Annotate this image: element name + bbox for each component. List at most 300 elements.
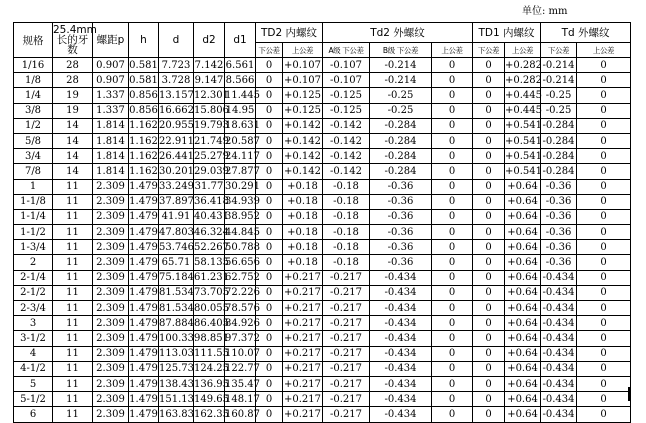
table-cell[interactable]: 11	[53, 240, 93, 255]
table-cell[interactable]: 0	[577, 179, 631, 194]
table-cell[interactable]: -0.434	[370, 392, 432, 407]
table-cell[interactable]: 7/8	[14, 164, 53, 179]
table-cell[interactable]: 2.309	[93, 331, 129, 346]
table-cell[interactable]: 0.856	[129, 103, 159, 118]
table-cell[interactable]: 27.877	[225, 164, 256, 179]
table-cell[interactable]: +0.217	[283, 407, 323, 422]
table-cell[interactable]: 11	[53, 361, 93, 376]
table-cell[interactable]: 11	[53, 376, 93, 391]
table-cell[interactable]: 0.907	[93, 73, 129, 88]
table-cell[interactable]: 0	[473, 255, 505, 270]
table-cell[interactable]: 2	[14, 255, 53, 270]
table-cell[interactable]: -0.214	[370, 58, 432, 73]
table-cell[interactable]: 0	[473, 270, 505, 285]
table-cell[interactable]: 84.926	[225, 316, 256, 331]
table-cell[interactable]: 0	[432, 316, 473, 331]
table-cell[interactable]: +0.541	[505, 164, 541, 179]
table-cell[interactable]: 11	[53, 179, 93, 194]
table-cell[interactable]: -0.36	[541, 255, 577, 270]
table-cell[interactable]: +0.18	[283, 209, 323, 224]
table-cell[interactable]: 11	[53, 285, 93, 300]
table-cell[interactable]: -0.217	[323, 285, 370, 300]
table-cell[interactable]: 5/8	[14, 133, 53, 148]
table-cell[interactable]: +0.445	[505, 88, 541, 103]
table-cell[interactable]: -0.217	[323, 407, 370, 422]
table-cell[interactable]: -0.36	[541, 225, 577, 240]
table-cell[interactable]: -0.217	[323, 346, 370, 361]
table-cell[interactable]: 50.788	[225, 240, 256, 255]
table-cell[interactable]: 14	[53, 133, 93, 148]
table-cell[interactable]: 3	[14, 316, 53, 331]
table-cell[interactable]: 11	[53, 331, 93, 346]
table-cell[interactable]: 0	[256, 194, 283, 209]
table-cell[interactable]: 0	[577, 270, 631, 285]
table-cell[interactable]: +0.217	[283, 376, 323, 391]
table-cell[interactable]: 30.201	[159, 164, 194, 179]
table-cell[interactable]: -0.142	[323, 133, 370, 148]
table-cell[interactable]: -0.434	[541, 346, 577, 361]
table-cell[interactable]: 0	[473, 164, 505, 179]
table-cell[interactable]: 5	[14, 376, 53, 391]
table-cell[interactable]: 1.479	[129, 316, 159, 331]
table-cell[interactable]: +0.217	[283, 331, 323, 346]
table-cell[interactable]: 0	[577, 407, 631, 422]
table-cell[interactable]: +0.142	[283, 164, 323, 179]
table-cell[interactable]: 1.479	[129, 301, 159, 316]
table-cell[interactable]: 3/8	[14, 103, 53, 118]
table-cell[interactable]: -0.434	[370, 285, 432, 300]
table-cell[interactable]: +0.217	[283, 361, 323, 376]
table-cell[interactable]: 21.749	[194, 133, 225, 148]
table-cell[interactable]: +0.18	[283, 240, 323, 255]
table-cell[interactable]: 12.301	[194, 88, 225, 103]
table-cell[interactable]: 0	[256, 88, 283, 103]
table-cell[interactable]: +0.64	[505, 270, 541, 285]
table-cell[interactable]: -0.434	[541, 407, 577, 422]
table-cell[interactable]: 1.814	[93, 118, 129, 133]
table-cell[interactable]: 138.43	[159, 376, 194, 391]
table-cell[interactable]: 14	[53, 149, 93, 164]
table-cell[interactable]: 0.581	[129, 73, 159, 88]
table-cell[interactable]: -0.284	[370, 133, 432, 148]
table-cell[interactable]: -0.434	[370, 301, 432, 316]
table-cell[interactable]: +0.64	[505, 392, 541, 407]
table-cell[interactable]: 2.309	[93, 179, 129, 194]
table-cell[interactable]: +0.142	[283, 118, 323, 133]
table-cell[interactable]: 0	[577, 240, 631, 255]
table-cell[interactable]: +0.125	[283, 88, 323, 103]
table-cell[interactable]: -0.36	[370, 209, 432, 224]
table-cell[interactable]: 4-1/2	[14, 361, 53, 376]
table-cell[interactable]: 2.309	[93, 194, 129, 209]
table-cell[interactable]: 1.479	[129, 270, 159, 285]
table-cell[interactable]: -0.125	[323, 88, 370, 103]
table-cell[interactable]: 40.431	[194, 209, 225, 224]
table-cell[interactable]: 2.309	[93, 407, 129, 422]
table-cell[interactable]: -0.434	[370, 361, 432, 376]
table-cell[interactable]: 30.291	[225, 179, 256, 194]
table-cell[interactable]: -0.125	[323, 103, 370, 118]
table-cell[interactable]: -0.434	[370, 407, 432, 422]
table-cell[interactable]: 0	[432, 346, 473, 361]
table-cell[interactable]: 0	[473, 346, 505, 361]
table-cell[interactable]: 0	[577, 346, 631, 361]
table-cell[interactable]: -0.284	[541, 133, 577, 148]
table-cell[interactable]: 9.147	[194, 73, 225, 88]
table-cell[interactable]: 44.845	[225, 225, 256, 240]
table-cell[interactable]: 0	[432, 58, 473, 73]
table-cell[interactable]: 0	[432, 331, 473, 346]
table-cell[interactable]: 34.939	[225, 194, 256, 209]
table-cell[interactable]: 1.479	[129, 361, 159, 376]
table-cell[interactable]: 86.405	[194, 316, 225, 331]
table-cell[interactable]: 1-3/4	[14, 240, 53, 255]
table-cell[interactable]: 1.479	[129, 346, 159, 361]
table-cell[interactable]: 2.309	[93, 255, 129, 270]
table-cell[interactable]: 1.337	[93, 88, 129, 103]
table-cell[interactable]: -0.434	[541, 392, 577, 407]
table-cell[interactable]: 0	[577, 194, 631, 209]
table-cell[interactable]: 0	[432, 361, 473, 376]
table-cell[interactable]: 56.656	[225, 255, 256, 270]
table-cell[interactable]: 11	[53, 225, 93, 240]
table-cell[interactable]: 3.728	[159, 73, 194, 88]
table-cell[interactable]: 19	[53, 88, 93, 103]
table-cell[interactable]: 11	[53, 407, 93, 422]
table-cell[interactable]: 87.884	[159, 316, 194, 331]
table-cell[interactable]: -0.18	[323, 225, 370, 240]
table-cell[interactable]: 0	[432, 376, 473, 391]
table-cell[interactable]: -0.284	[370, 118, 432, 133]
table-cell[interactable]: 14	[53, 118, 93, 133]
table-cell[interactable]: 28	[53, 58, 93, 73]
table-cell[interactable]: 122.77	[225, 361, 256, 376]
table-cell[interactable]: 0	[256, 285, 283, 300]
table-cell[interactable]: 0	[432, 209, 473, 224]
table-cell[interactable]: -0.107	[323, 58, 370, 73]
table-cell[interactable]: 162.35	[194, 407, 225, 422]
table-cell[interactable]: -0.284	[370, 149, 432, 164]
table-cell[interactable]: 2.309	[93, 361, 129, 376]
table-cell[interactable]: -0.434	[541, 331, 577, 346]
table-cell[interactable]: 0	[577, 88, 631, 103]
table-cell[interactable]: 0	[432, 164, 473, 179]
table-cell[interactable]: 113.03	[159, 346, 194, 361]
table-cell[interactable]: 2.309	[93, 301, 129, 316]
table-cell[interactable]: 1.162	[129, 149, 159, 164]
table-cell[interactable]: -0.434	[541, 270, 577, 285]
table-cell[interactable]: 0.907	[93, 58, 129, 73]
table-cell[interactable]: 135.47	[225, 376, 256, 391]
table-cell[interactable]: 1.814	[93, 149, 129, 164]
table-cell[interactable]: +0.107	[283, 73, 323, 88]
table-cell[interactable]: 0	[256, 118, 283, 133]
table-cell[interactable]: +0.217	[283, 270, 323, 285]
table-cell[interactable]: 0	[577, 58, 631, 73]
table-cell[interactable]: 0	[473, 225, 505, 240]
table-cell[interactable]: 4	[14, 346, 53, 361]
table-cell[interactable]: 0	[432, 194, 473, 209]
table-cell[interactable]: 0	[432, 392, 473, 407]
table-cell[interactable]: 0	[473, 407, 505, 422]
table-cell[interactable]: 1.479	[129, 376, 159, 391]
table-cell[interactable]: 0	[256, 270, 283, 285]
table-cell[interactable]: 1.814	[93, 133, 129, 148]
table-cell[interactable]: -0.217	[323, 270, 370, 285]
table-cell[interactable]: 2.309	[93, 270, 129, 285]
table-cell[interactable]: -0.434	[541, 316, 577, 331]
table-cell[interactable]: 7.723	[159, 58, 194, 73]
table-cell[interactable]: -0.434	[370, 331, 432, 346]
table-cell[interactable]: -0.434	[541, 285, 577, 300]
table-cell[interactable]: 33.249	[159, 179, 194, 194]
table-cell[interactable]: -0.284	[541, 164, 577, 179]
table-cell[interactable]: 148.17	[225, 392, 256, 407]
table-cell[interactable]: 2.309	[93, 209, 129, 224]
table-cell[interactable]: 2.309	[93, 346, 129, 361]
table-cell[interactable]: 20.955	[159, 118, 194, 133]
table-cell[interactable]: -0.36	[541, 209, 577, 224]
table-cell[interactable]: +0.445	[505, 103, 541, 118]
table-cell[interactable]: 24.117	[225, 149, 256, 164]
table-cell[interactable]: -0.18	[323, 255, 370, 270]
table-cell[interactable]: 2.309	[93, 225, 129, 240]
table-cell[interactable]: 124.25	[194, 361, 225, 376]
table-cell[interactable]: 11	[53, 392, 93, 407]
table-cell[interactable]: 0	[256, 240, 283, 255]
table-cell[interactable]: +0.107	[283, 58, 323, 73]
table-cell[interactable]: +0.64	[505, 225, 541, 240]
table-cell[interactable]: 0	[473, 285, 505, 300]
table-cell[interactable]: 1	[14, 179, 53, 194]
table-cell[interactable]: 11	[53, 301, 93, 316]
table-cell[interactable]: +0.282	[505, 58, 541, 73]
table-cell[interactable]: 1.479	[129, 209, 159, 224]
table-cell[interactable]: 14	[53, 164, 93, 179]
table-cell[interactable]: 0	[256, 331, 283, 346]
table-cell[interactable]: -0.18	[323, 194, 370, 209]
table-cell[interactable]: +0.64	[505, 376, 541, 391]
table-cell[interactable]: +0.217	[283, 392, 323, 407]
table-cell[interactable]: 15.806	[194, 103, 225, 118]
table-cell[interactable]: -0.18	[323, 209, 370, 224]
table-cell[interactable]: 3/4	[14, 149, 53, 164]
table-cell[interactable]: 26.441	[159, 149, 194, 164]
table-cell[interactable]: 62.752	[225, 270, 256, 285]
table-cell[interactable]: 1.814	[93, 164, 129, 179]
table-cell[interactable]: -0.142	[323, 118, 370, 133]
table-cell[interactable]: 0	[256, 164, 283, 179]
table-cell[interactable]: 0	[577, 133, 631, 148]
table-cell[interactable]: -0.217	[323, 361, 370, 376]
table-cell[interactable]: -0.36	[541, 179, 577, 194]
table-cell[interactable]: -0.18	[323, 179, 370, 194]
table-cell[interactable]: +0.282	[505, 73, 541, 88]
table-cell[interactable]: -0.284	[370, 164, 432, 179]
table-cell[interactable]: +0.64	[505, 301, 541, 316]
table-cell[interactable]: 0	[473, 361, 505, 376]
table-cell[interactable]: -0.36	[541, 194, 577, 209]
table-cell[interactable]: 1/16	[14, 58, 53, 73]
table-cell[interactable]: 80.055	[194, 301, 225, 316]
table-cell[interactable]: 0	[577, 331, 631, 346]
table-cell[interactable]: 0	[577, 301, 631, 316]
table-cell[interactable]: 61.231	[194, 270, 225, 285]
table-cell[interactable]: 0	[432, 73, 473, 88]
table-cell[interactable]: 11.445	[225, 88, 256, 103]
table-cell[interactable]: 38.952	[225, 209, 256, 224]
table-cell[interactable]: +0.217	[283, 301, 323, 316]
table-cell[interactable]: 73.705	[194, 285, 225, 300]
table-cell[interactable]: 0	[577, 225, 631, 240]
table-cell[interactable]: 47.803	[159, 225, 194, 240]
table-cell[interactable]: +0.125	[283, 103, 323, 118]
table-cell[interactable]: 0	[256, 225, 283, 240]
table-cell[interactable]: -0.214	[370, 73, 432, 88]
table-cell[interactable]: +0.18	[283, 255, 323, 270]
table-cell[interactable]: 3-1/2	[14, 331, 53, 346]
table-cell[interactable]: +0.64	[505, 285, 541, 300]
table-cell[interactable]: 6	[14, 407, 53, 422]
table-cell[interactable]: 58.135	[194, 255, 225, 270]
table-cell[interactable]: -0.217	[323, 392, 370, 407]
table-cell[interactable]: +0.64	[505, 240, 541, 255]
table-cell[interactable]: +0.541	[505, 149, 541, 164]
table-cell[interactable]: +0.18	[283, 179, 323, 194]
table-cell[interactable]: -0.217	[323, 331, 370, 346]
table-cell[interactable]: 1.337	[93, 103, 129, 118]
table-cell[interactable]: 160.87	[225, 407, 256, 422]
table-cell[interactable]: 0	[432, 225, 473, 240]
table-cell[interactable]: -0.36	[370, 194, 432, 209]
table-cell[interactable]: +0.64	[505, 407, 541, 422]
table-cell[interactable]: 1.162	[129, 164, 159, 179]
table-cell[interactable]: +0.142	[283, 149, 323, 164]
table-cell[interactable]: 0	[473, 240, 505, 255]
table-cell[interactable]: 100.33	[159, 331, 194, 346]
table-cell[interactable]: -0.25	[541, 103, 577, 118]
table-cell[interactable]: 0	[256, 346, 283, 361]
table-cell[interactable]: 0	[577, 361, 631, 376]
table-cell[interactable]: 0	[473, 209, 505, 224]
table-cell[interactable]: -0.25	[541, 88, 577, 103]
table-cell[interactable]: 0	[256, 361, 283, 376]
table-cell[interactable]: 0	[473, 301, 505, 316]
table-cell[interactable]: 0	[256, 301, 283, 316]
table-cell[interactable]: +0.541	[505, 133, 541, 148]
table-cell[interactable]: 78.576	[225, 301, 256, 316]
table-cell[interactable]: 1-1/4	[14, 209, 53, 224]
table-cell[interactable]: 1.479	[129, 194, 159, 209]
table-cell[interactable]: +0.64	[505, 179, 541, 194]
table-cell[interactable]: 20.587	[225, 133, 256, 148]
table-cell[interactable]: 11	[53, 270, 93, 285]
table-cell[interactable]: +0.18	[283, 194, 323, 209]
table-cell[interactable]: 0	[432, 270, 473, 285]
table-cell[interactable]: 1.479	[129, 255, 159, 270]
table-cell[interactable]: 11	[53, 255, 93, 270]
table-cell[interactable]: 1.479	[129, 179, 159, 194]
table-cell[interactable]: 0	[473, 316, 505, 331]
table-cell[interactable]: -0.434	[370, 346, 432, 361]
table-cell[interactable]: 22.911	[159, 133, 194, 148]
table-cell[interactable]: 19	[53, 103, 93, 118]
table-cell[interactable]: 0	[432, 149, 473, 164]
table-cell[interactable]: 0	[432, 103, 473, 118]
table-cell[interactable]: 0	[473, 133, 505, 148]
table-cell[interactable]: +0.64	[505, 346, 541, 361]
table-cell[interactable]: 163.83	[159, 407, 194, 422]
table-cell[interactable]: 0	[432, 407, 473, 422]
table-cell[interactable]: -0.36	[370, 255, 432, 270]
table-cell[interactable]: +0.64	[505, 316, 541, 331]
table-cell[interactable]: 2-1/2	[14, 285, 53, 300]
table-cell[interactable]: 75.184	[159, 270, 194, 285]
table-cell[interactable]: 0	[577, 118, 631, 133]
table-cell[interactable]: 0	[577, 376, 631, 391]
table-cell[interactable]: 0	[432, 88, 473, 103]
table-cell[interactable]: 0	[432, 301, 473, 316]
table-cell[interactable]: 53.746	[159, 240, 194, 255]
table-cell[interactable]: 0	[256, 316, 283, 331]
table-cell[interactable]: 2.309	[93, 376, 129, 391]
table-cell[interactable]: 0	[432, 285, 473, 300]
table-cell[interactable]: 1.479	[129, 331, 159, 346]
table-cell[interactable]: 0	[473, 376, 505, 391]
table-cell[interactable]: 8.566	[225, 73, 256, 88]
table-cell[interactable]: -0.434	[370, 270, 432, 285]
table-cell[interactable]: 0	[473, 118, 505, 133]
table-cell[interactable]: 0	[473, 73, 505, 88]
table-cell[interactable]: 111.55	[194, 346, 225, 361]
table-cell[interactable]: +0.64	[505, 331, 541, 346]
table-cell[interactable]: -0.36	[370, 225, 432, 240]
table-cell[interactable]: 81.534	[159, 285, 194, 300]
table-cell[interactable]: -0.36	[541, 240, 577, 255]
table-cell[interactable]: -0.36	[370, 179, 432, 194]
table-cell[interactable]: 19.793	[194, 118, 225, 133]
table-cell[interactable]: 1.479	[129, 392, 159, 407]
table-cell[interactable]: 11	[53, 316, 93, 331]
table-cell[interactable]: -0.434	[541, 361, 577, 376]
table-cell[interactable]: 0	[473, 392, 505, 407]
table-cell[interactable]: +0.217	[283, 285, 323, 300]
table-cell[interactable]: 2.309	[93, 240, 129, 255]
table-cell[interactable]: 0	[577, 73, 631, 88]
table-cell[interactable]: -0.217	[323, 316, 370, 331]
table-cell[interactable]: -0.25	[370, 103, 432, 118]
table-cell[interactable]: 0	[577, 103, 631, 118]
table-cell[interactable]: 0	[577, 316, 631, 331]
table-cell[interactable]: +0.64	[505, 194, 541, 209]
table-cell[interactable]: 2.309	[93, 285, 129, 300]
table-cell[interactable]: 41.91	[159, 209, 194, 224]
table-cell[interactable]: 36.418	[194, 194, 225, 209]
table-cell[interactable]: 52.267	[194, 240, 225, 255]
table-cell[interactable]: 2-1/4	[14, 270, 53, 285]
table-cell[interactable]: 0	[577, 392, 631, 407]
table-cell[interactable]: -0.284	[541, 149, 577, 164]
table-cell[interactable]: +0.541	[505, 118, 541, 133]
table-cell[interactable]: 18.631	[225, 118, 256, 133]
table-cell[interactable]: 0	[432, 133, 473, 148]
table-cell[interactable]: 13.157	[159, 88, 194, 103]
table-cell[interactable]: 97.372	[225, 331, 256, 346]
table-cell[interactable]: 0	[432, 118, 473, 133]
table-cell[interactable]: 1.162	[129, 118, 159, 133]
table-cell[interactable]: 0	[473, 88, 505, 103]
table-cell[interactable]: 37.897	[159, 194, 194, 209]
